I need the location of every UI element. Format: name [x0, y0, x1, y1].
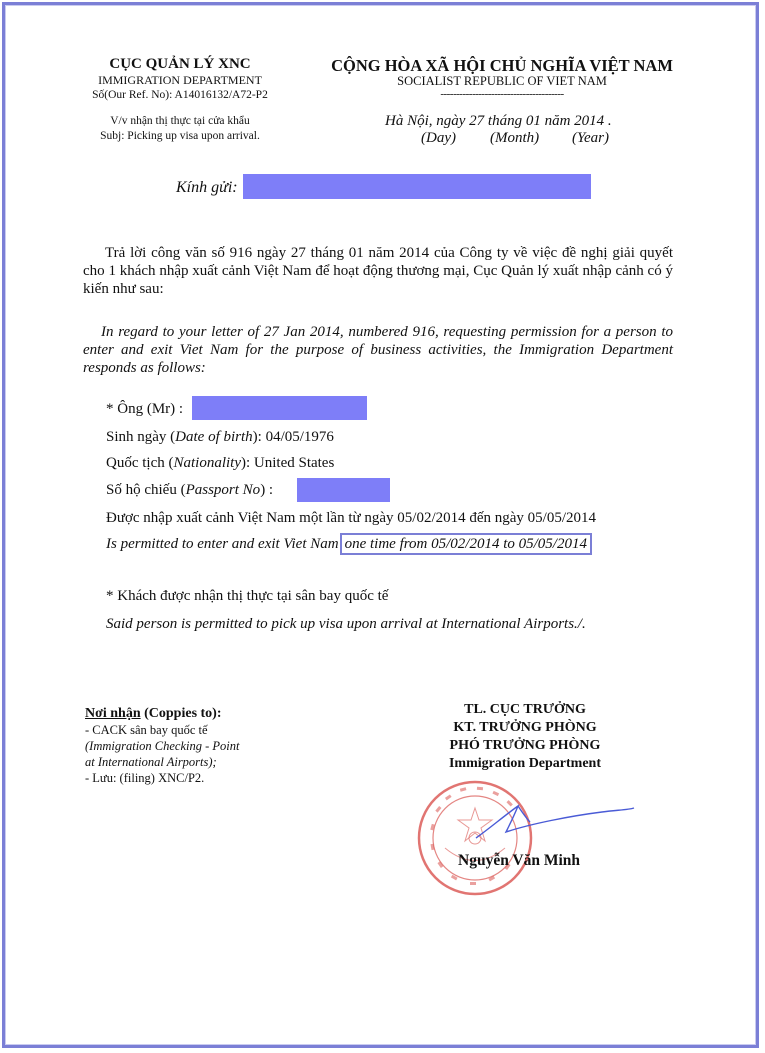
signature-title-2: KT. TRƯỞNG PHÒNG [453, 720, 597, 735]
date-year-label: (Year) [572, 130, 609, 146]
permit-en [106, 536, 592, 553]
permit-dates-highlight: one time from 05/02/2014 to 05/05/2014 [340, 533, 592, 555]
reference-number: Số(Our Ref. No): A14016132/A72-P2 [92, 89, 268, 101]
subject-en: Subj: Picking up visa upon arrival. [100, 130, 260, 142]
nationality-prefix: Quốc tịch ( [106, 455, 174, 471]
name-label: * Ông (Mr) : [106, 401, 184, 417]
nationality-label-en: Nationality [173, 455, 241, 471]
passport-label-en: Passport No [185, 482, 261, 498]
salutation: Kính gửi: [176, 179, 238, 196]
date-line: Hà Nội, ngày 27 tháng 01 năm 2014 . [385, 113, 612, 129]
country-name: CỘNG HÒA XÃ HỘI CHỦ NGHĨA VIỆT NAM [331, 56, 673, 75]
handwritten-signature [470, 798, 640, 844]
dob-line [106, 429, 334, 446]
passport-prefix: Số hộ chiếu ( [106, 482, 186, 498]
signer-name: Nguyễn Văn Minh [458, 852, 581, 869]
recipients-heading [85, 706, 222, 722]
passport-suffix: ) : [260, 482, 274, 498]
name-redaction [192, 396, 367, 420]
nationality-value: ): United States [240, 455, 335, 471]
subject-vi: V/v nhận thị thực tại cửa khẩu [110, 115, 250, 127]
dob-label-en: Date of birth [175, 429, 253, 445]
recipients-heading-en: (Coppies to): [140, 706, 222, 721]
permit-vi: Được nhập xuất cảnh Việt Nam một lần từ ngày 05/02/2014 đến ngày 05/05/2014 [106, 510, 597, 526]
paragraph-vi: Trả lời công văn số 916 ngày 27 tháng 01 năm 2014 của Công ty về việc đề nghị giải quyết cho 1 khách nhập xuất cảnh Việt Nam để hoạt động thương mại, Cục Quản lý xuất nhập cảnh có ý kiến như sau: [83, 245, 673, 297]
recipient-line-4: - Lưu: (filing) XNC/P2. [85, 771, 205, 785]
paragraph-en: In regard to your letter of 27 Jan 2014, numbered 916, requesting permission for a person to enter and exit Viet Nam for the purpose of business activities, the Immigration Department responds as follows: [83, 324, 673, 376]
agency-name: CỤC QUẢN LÝ XNC [109, 56, 251, 72]
passport-redaction [297, 478, 390, 502]
header-divider: --------------------------------------- [440, 88, 564, 100]
agency-name-en: IMMIGRATION DEPARTMENT [98, 73, 262, 87]
signature-title-1: TL. CỤC TRƯỞNG [464, 702, 586, 717]
note-vi: * Khách được nhận thị thực tại sân bay quốc tế [106, 588, 389, 604]
recipient-line-2: (Immigration Checking - Point [85, 739, 240, 753]
passport-line [106, 482, 273, 499]
recipient-redaction [243, 174, 591, 199]
recipient-line-1: - CACK sân bay quốc tế [85, 723, 208, 737]
permit-en-text: Is permitted to enter and exit Viet Nam [106, 536, 339, 552]
nationality-line [106, 455, 334, 472]
signature-title-4: Immigration Department [448, 756, 602, 771]
recipients-heading-vi: Nơi nhận [85, 706, 141, 721]
dob-prefix: Sinh ngày ( [106, 429, 176, 445]
note-en: Said person is permitted to pick up visa upon arrival at International Airports./. [106, 616, 586, 632]
dob-value: ): 04/05/1976 [252, 429, 334, 445]
date-month-label: (Month) [490, 130, 540, 146]
recipient-line-3: at International Airports); [85, 755, 217, 769]
country-name-en: SOCIALIST REPUBLIC OF VIET NAM [397, 74, 607, 88]
date-day-label: (Day) [421, 130, 456, 146]
signature-title-3: PHÓ TRƯỞNG PHÒNG [449, 738, 601, 753]
